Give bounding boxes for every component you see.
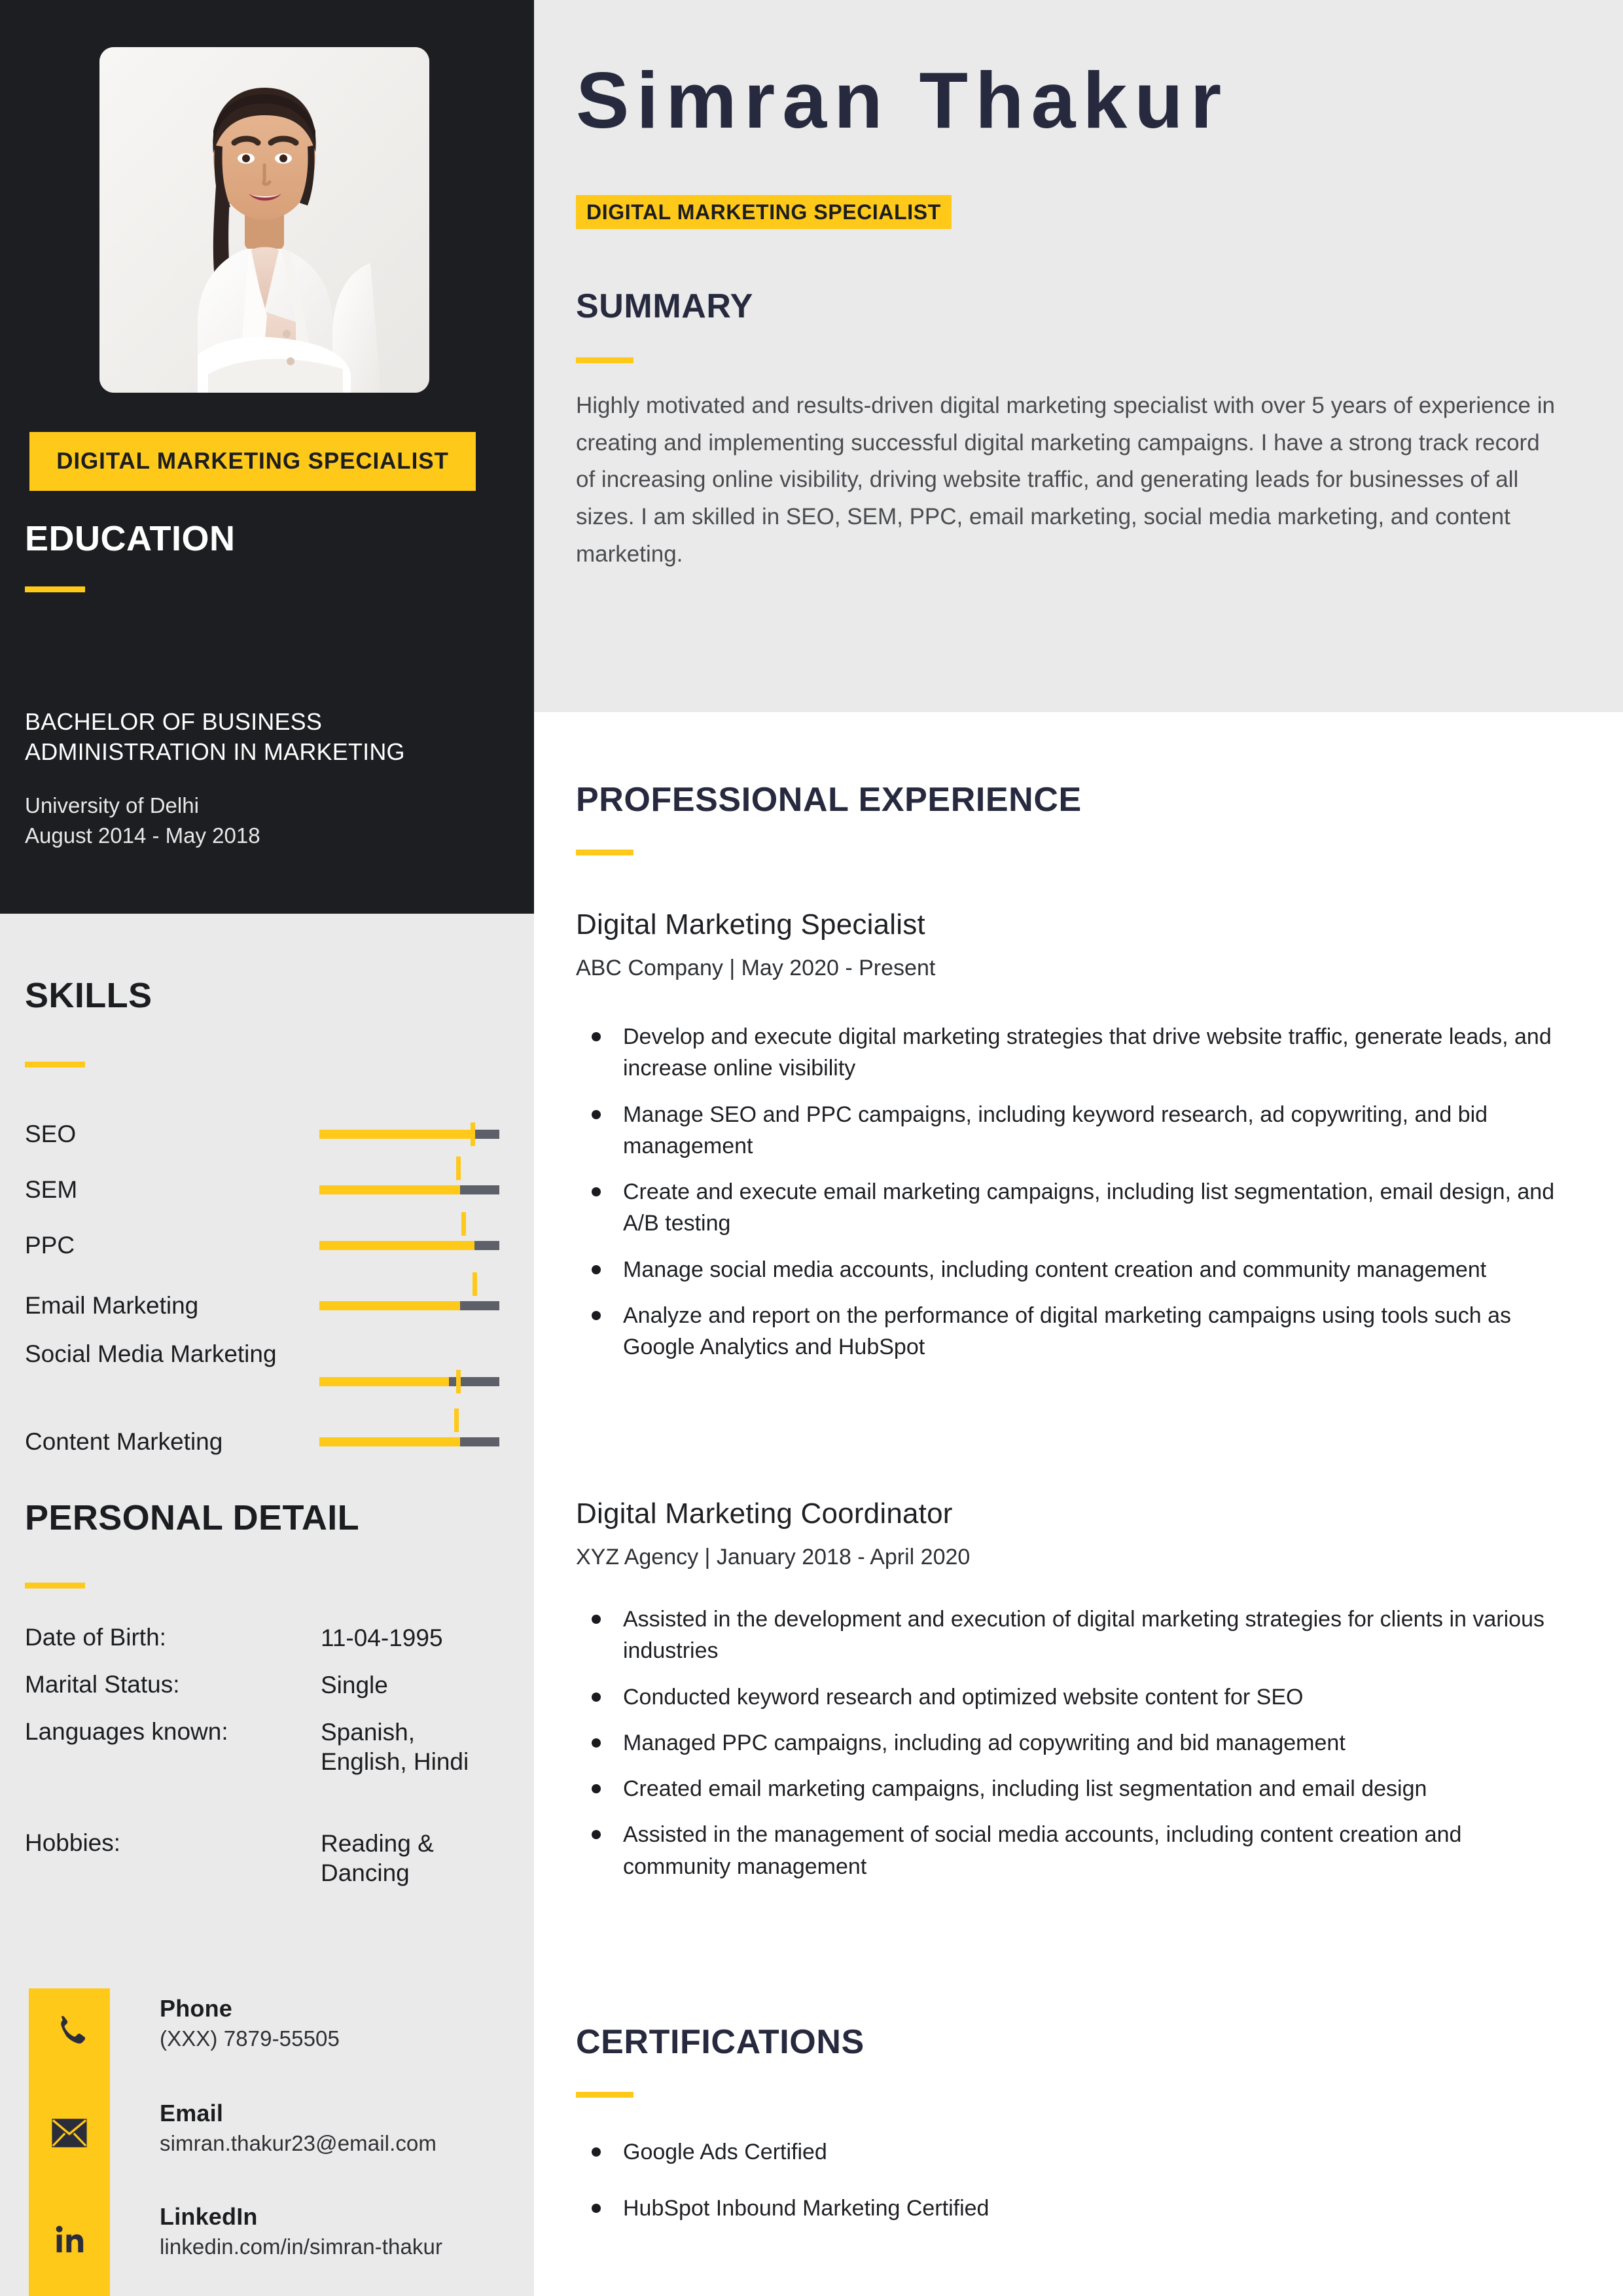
skill-bar-tick: [461, 1212, 466, 1236]
personal-detail-row: [0, 1670, 534, 1717]
skill-row: [0, 1338, 534, 1414]
job-title-0: Digital Marketing Specialist: [576, 908, 925, 941]
certifications-heading-underline: [576, 2092, 633, 2098]
education-heading: EDUCATION: [25, 519, 236, 558]
sidebar-role-badge: [29, 432, 476, 491]
skill-label: Social Media Marketing: [25, 1340, 277, 1367]
contact-value[interactable]: linkedin.com/in/simran-thakur: [160, 2234, 443, 2259]
experience-bullet: Assisted in the development and execution of digital marketing strategies for clients in various industries: [576, 1604, 1571, 1667]
skill-bar-tick: [456, 1157, 461, 1180]
sidebar-role-badge-label: DIGITAL MARKETING SPECIALIST: [56, 448, 449, 474]
experience-bullet: Assisted in the management of social media accounts, including content creation and community management: [576, 1819, 1571, 1882]
personal-detail-value: 11-04-1995: [321, 1624, 443, 1651]
experience-bullet: Manage social media accounts, including content creation and community management: [576, 1254, 1571, 1285]
skill-bar-fill: [319, 1130, 471, 1139]
skill-bar-tick: [471, 1122, 475, 1146]
email-icon: [29, 2118, 110, 2148]
experience-bullet: Develop and execute digital marketing strategies that drive website traffic, generate leads, and increase online visibility: [576, 1021, 1571, 1085]
experience-heading-underline: [576, 850, 633, 855]
contact-title: Phone: [160, 1995, 233, 2022]
contact-item[interactable]: [29, 2197, 513, 2295]
job-bullets-1: [576, 1604, 1571, 1897]
contact-value[interactable]: (XXX) 7879-55505: [160, 2026, 340, 2051]
skill-bar-tick: [473, 1272, 477, 1296]
personal-detail-label: Hobbies:: [25, 1829, 121, 1856]
experience-bullet: Created email marketing campaigns, including list segmentation and email design: [576, 1773, 1571, 1804]
education-institution: [25, 791, 483, 850]
profile-photo-illustration: [99, 47, 429, 393]
experience-bullet: Create and execute email marketing campaigns, including list segmentation, email design, and A/B testing: [576, 1176, 1571, 1240]
contact-value[interactable]: simran.thakur23@email.com: [160, 2131, 437, 2155]
personal-detail-heading: PERSONAL DETAIL: [25, 1498, 360, 1537]
phone-icon: [29, 2013, 110, 2049]
certifications-list: [576, 2136, 1571, 2250]
header-role-badge-label: DIGITAL MARKETING SPECIALIST: [586, 200, 941, 224]
summary-heading-underline: [576, 357, 633, 363]
contact-title: Email: [160, 2100, 224, 2126]
personal-detail-row: [0, 1623, 534, 1670]
education-dates: August 2014 - May 2018: [25, 823, 260, 848]
job-meta-0: ABC Company | May 2020 - Present: [576, 956, 936, 980]
skill-bar-track: [319, 1377, 499, 1386]
skill-bar-fill: [319, 1301, 460, 1310]
skill-row: [0, 1162, 534, 1217]
personal-detail-label: Languages known:: [25, 1718, 228, 1745]
skill-row: [0, 1414, 534, 1469]
education-heading-underline: [25, 586, 85, 592]
job-meta-1: XYZ Agency | January 2018 - April 2020: [576, 1545, 971, 1570]
personal-detail-value: Single: [321, 1672, 388, 1698]
skill-label: SEO: [25, 1120, 77, 1147]
contact-item[interactable]: [29, 2093, 513, 2191]
skill-label: SEM: [25, 1175, 78, 1203]
skill-label: Content Marketing: [25, 1427, 223, 1455]
personal-detail-label: Marital Status:: [25, 1671, 180, 1698]
personal-detail-list: [0, 1623, 534, 1894]
personal-detail-heading-underline: [25, 1583, 85, 1588]
skills-heading-underline: [25, 1062, 85, 1067]
personal-detail-row: [0, 1829, 534, 1894]
certification-item: Google Ads Certified: [576, 2136, 1571, 2168]
personal-detail-value: Reading & Dancing: [321, 1830, 434, 1887]
experience-bullet: Analyze and report on the performance of digital marketing campaigns using tools such as Google Analytics and HubSpot: [576, 1300, 1571, 1363]
contact-title: LinkedIn: [160, 2203, 258, 2230]
personal-detail-label: Date of Birth:: [25, 1624, 166, 1651]
linkedin-icon: [29, 2221, 110, 2257]
summary-text: Highly motivated and results-driven digital marketing specialist with over 5 years of experience in creating and implementing successful digital marketing campaigns. I have a strong track record of increasing online visibility, driving website traffic, and generating leads for businesses of all sizes. I am skilled in SEO, SEM, PPC, email marketing, social media marketing, and content marketing.: [576, 393, 1555, 567]
job-title-1: Digital Marketing Coordinator: [576, 1498, 953, 1530]
skill-bar-track: [319, 1185, 499, 1194]
skill-row: [0, 1106, 534, 1162]
avatar: [99, 47, 429, 393]
skill-bar-fill: [319, 1185, 460, 1194]
certification-item: HubSpot Inbound Marketing Certified: [576, 2193, 1571, 2224]
skills-list: [0, 1106, 534, 1469]
summary-heading: SUMMARY: [576, 287, 753, 325]
skill-bar-tick: [456, 1370, 461, 1393]
personal-detail-row: [0, 1717, 534, 1829]
skill-bar-track: [319, 1241, 499, 1250]
job-bullets-0: [576, 1021, 1571, 1377]
education-institution-name: University of Delhi: [25, 793, 199, 817]
education-degree: BACHELOR OF BUSINESS ADMINISTRATION IN MARKETING: [25, 708, 405, 766]
skill-label: PPC: [25, 1231, 75, 1259]
main-content: [534, 0, 1623, 2296]
header-role-badge: [576, 195, 952, 229]
skill-label: Email Marketing: [25, 1292, 199, 1319]
skill-bar-track: [319, 1437, 499, 1446]
personal-detail-value: Spanish, English, Hindi: [321, 1719, 469, 1776]
experience-heading: PROFESSIONAL EXPERIENCE: [576, 781, 1082, 819]
skill-row: [0, 1217, 534, 1273]
experience-bullet: Managed PPC campaigns, including ad copywriting and bid management: [576, 1727, 1571, 1759]
skill-bar-fill: [319, 1241, 474, 1250]
skill-bar-fill: [319, 1437, 460, 1446]
skill-bar-tick: [454, 1408, 459, 1432]
experience-bullet: Conducted keyword research and optimized website content for SEO: [576, 1681, 1571, 1713]
contact-item[interactable]: [29, 1988, 513, 2087]
sidebar: [0, 0, 534, 2296]
skill-row: [0, 1273, 534, 1338]
experience-bullet: Manage SEO and PPC campaigns, including keyword research, ad copywriting, and bid management: [576, 1099, 1571, 1162]
skills-heading: SKILLS: [25, 976, 152, 1015]
page-title: Simran Thakur: [576, 56, 1229, 145]
skill-bar-fill: [319, 1377, 449, 1386]
certifications-heading: CERTIFICATIONS: [576, 2023, 865, 2061]
skill-bar-track: [319, 1301, 499, 1310]
